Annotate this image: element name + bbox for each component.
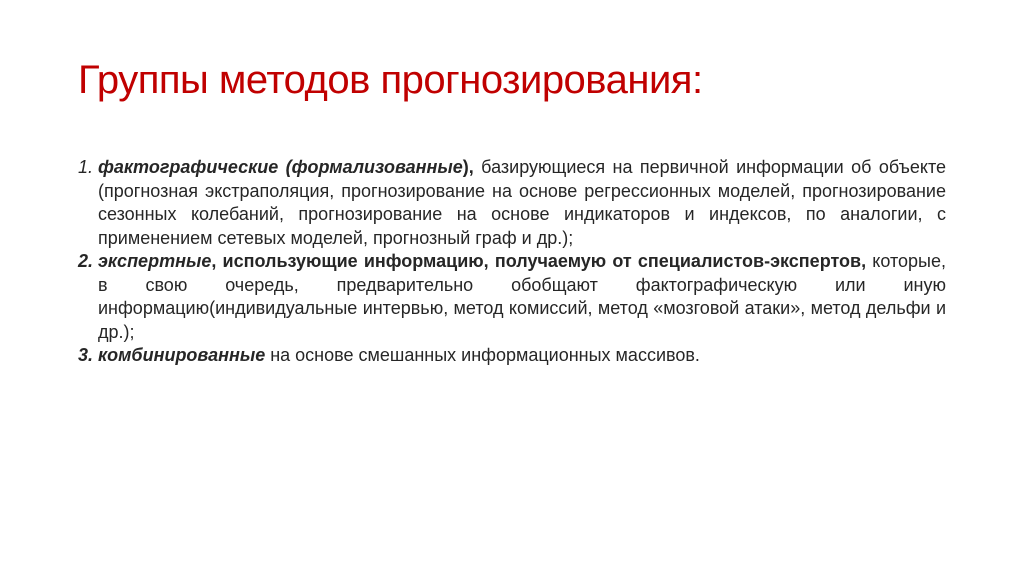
list-item-combined bbox=[78, 344, 946, 368]
item-number: 3. bbox=[78, 345, 94, 365]
item-text bbox=[98, 156, 946, 250]
item-body: на основе смешанных информационных массивов. bbox=[265, 345, 700, 365]
item-body: базирующиеся на первичной информации об объекте (прогнозная экстраполяция, прогнозирование на основе регрессионных моделей, прогнозирование сезонных колебаний, прогнозирование на основе индикаторов и индексов, по аналогии, с применением сетевых моделей, прогнозный граф и др.); bbox=[98, 157, 946, 248]
methods-list bbox=[78, 156, 946, 368]
item-term: экспертные bbox=[98, 251, 212, 271]
item-text bbox=[98, 344, 946, 368]
item-text bbox=[98, 250, 946, 344]
item-number: 1. bbox=[78, 157, 94, 177]
item-term: фактографические (формализованные bbox=[98, 157, 463, 177]
item-bold-text: , использующие информацию, получаемую от специалистов-экспертов, bbox=[211, 251, 867, 271]
list-item-expert bbox=[78, 250, 946, 344]
list-item-factographic bbox=[78, 156, 946, 250]
item-body: которые, в свою очередь, предварительно обобщают фактографическую или иную информацию(индивидуальные интервью, метод комиссий, метод «мозговой атаки», метод дельфи и др.); bbox=[98, 251, 946, 342]
item-term-suffix: ), bbox=[462, 157, 474, 177]
item-number: 2. bbox=[78, 251, 94, 271]
slide-title: Группы методов прогнозирования: bbox=[78, 58, 703, 102]
item-term: комбинированные bbox=[98, 345, 266, 365]
